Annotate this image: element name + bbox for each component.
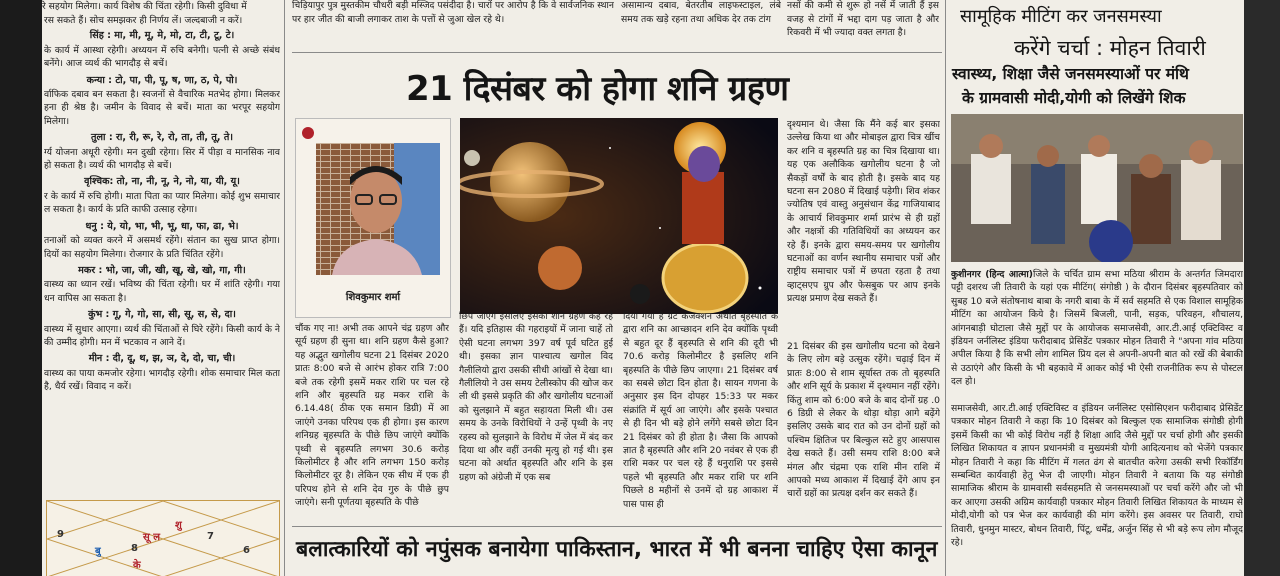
main-story-col4-upper: दृश्यमान थे। जैसा कि मैंने कई बार इसका उल्लेख किया था और मोबाइल द्वारा चित्र खींच कर शनि व बृहस्पति ग्रह का चित्र दिखाया था। यह एक अलौकिक खगोलीय घटना है जो सैकड़ों वर्षों के बाद होती है। इसके बाद यह घटना सन 2080 में दिखाई पड़ेगी। शिव शंकर ज्योतिष एवं वास्तु अनुसंधान केंद्र गाजियाबाद के आचार्य शिवकुमार शर्मा प्रारंभ से ही ग्रहों और नक्षत्रों की गतिविधियों का अध्ययन कर रहे हैं। इनके द्वारा समय-समय पर खगोलीय घटनाओं का वर्णन स्थानीय समाचार पत्रों और राष्ट्रीय समाचार पत्रों में छपता रहता है तथा व्हाट्सएप ग्रुप और फेसबुक पर आप इनके प्रत्यक्ष प्रमाण देख सकते हैं। bbox=[787, 119, 940, 305]
rashi-block bbox=[44, 352, 280, 393]
rashi-block bbox=[44, 264, 280, 305]
kundli-chart bbox=[46, 500, 280, 576]
rashi-text: र्ग्य योजना अधूरी रहेगी। मन दुखी रहेगा। सिर में पीड़ा व मानसिक नाव हो सकता है। व्यर्थ की भागदौड़ से बचें। bbox=[44, 146, 280, 172]
right-story-dateline: कुशीनगर (हिन्द आत्मा) bbox=[951, 269, 1033, 280]
top-strip-col4: नसों की कमी से शुरू हो नसें में जाती हैं इस वजह से टांगों में भद्दा दाग पड़ जाता है और रिकवरी में भी ज्यादा वक्त लगता है। bbox=[787, 0, 939, 39]
villagers-meeting bbox=[951, 114, 1243, 262]
right-screen-edge bbox=[1244, 0, 1280, 576]
meeting-photo bbox=[951, 114, 1243, 262]
newspaper-page bbox=[42, 0, 1244, 576]
top-strip-col2: चिड़ियापुर पुत्र मुस्तकीम चौधरी बड़ी मस्जिद पसंदीदा है। चारों पर आरोप है कि वे सार्वजनिक स्थान पर हार जीत की बाजी लगाकर ताश के पत्तों से जुआ खेल रहे थे। bbox=[292, 0, 614, 25]
kundli-number: 6 bbox=[243, 545, 250, 556]
section-rule bbox=[292, 52, 942, 53]
right-story-subhead: के ग्रामवासी मोदी,योगी को लिखेंगे शिक bbox=[962, 89, 1186, 107]
rashifal-column bbox=[44, 14, 280, 494]
rashi-text: तनाओं को व्यक्त करने में असमर्थ रहेंगे। संतान का सुख प्राप्त होगा। दियों का सहयोग मिलेगा। रोजगार के प्रति चिंतित रहेंगे। bbox=[44, 235, 280, 260]
right-story-para2: समाजसेवी, आर.टी.आई एक्टिविस्ट व इंडियन जर्नलिस्ट एसोसिएशन फरीदाबाद प्रेसिडेंट पत्रकार मोहन तिवारी ने कहा कि 10 दिसंबर को बिल्कुल एक सामाजिक संगोष्ठी होगी इसमें किसी का भी कोई विरोध नहीं है शिक्षा आदि जैसे मुद्दों पर चर्चा होगी और इसकी लिखित शिकायत व ज्ञापन प्रधानमंत्री व मुख्यमंत्री योगी आदित्यनाथ को भेजेंगे पत्रकार मोहन तिवारी ने कहा कि मीटिंग में गलत ढंग से बातचीत करेगा उसकी सभी रिकॉर्डिंग सम्बन्धित कार्यवाही हेतु भेज दी जाएगी। मोहन तिवारी ने बताया कि यह संगोष्ठी सामाजिक श्रीराम के ग्रामवासी सर्वसहमति से जनसमस्याओं पर चर्चा करेंगे और जो भी कर आएगा उसकी अग्रिम कार्यवाही पत्रकार मोहन तिवारी लिखित शिकायत के माध्यम से मोदी,योगी को पत्र भेज कर कार्यवाही की मांग करेंगे। इस अवसर पर तिवारी, राघो तिवारी, धुनमुन मास्टर, बोधन तिवारी, पिंटू, धर्मेंद्र, अर्जुन सिंह से भी बड़े रूप लोग मौजूद रहे। bbox=[951, 403, 1243, 549]
column-rule bbox=[284, 0, 285, 576]
kundli-planet: सू ल bbox=[143, 532, 161, 543]
kundli-lines bbox=[47, 501, 279, 576]
rashi-name: कन्या : टो, पा, पी, पू, ष, णा, ठ, पे, पो। bbox=[86, 74, 238, 86]
rashi-name: मकर : भो, जा, जी, खी, खू, खे, खो, गा, गी। bbox=[78, 264, 246, 276]
main-story-col4-lower: 21 दिसंबर की इस खगोलीय घटना को देखने के लिए लोग बड़े उत्सुक रहेंगे। चढ़ाई दिन में प्रातः 8:00 से शाम सूर्यास्त तक तो बृहस्पति और शनि सूर्य के प्रकाश में दृश्यमान नहीं रहेंगे। किंतु शाम को 6:00 बजे के बाद दोनों ग्रह .0 6 डिग्री से लेकर के थोड़ा थोड़ा आगे बढ़ेंगे इसलिए उसके बाद रात को उन दोनों ग्रहों को पश्चिम क्षितिज पर बिल्कुल सटे हुए आसपास देख सकते हैं। उसी समय राशि 8:00 बजे मंगल और चंद्रमा एक राशि मीन राशि में आपको मध्य आकाश में दिखाई देंगे आप इन चारों ग्रहों का प्रत्यक्ष दर्शन कर सकते हैं। bbox=[787, 341, 940, 500]
rashi-name: तुला : रा, री, रू, रे, रो, ता, ती, तू, ते। bbox=[91, 132, 233, 144]
right-story-kicker: सामूहिक मीटिंग कर जनसमस्या bbox=[960, 6, 1162, 27]
author-portrait bbox=[316, 143, 440, 275]
main-story-col3: दिया गया है ग्रेट कंजक्शन अर्थात बृहस्पति के द्वारा शनि का आच्छादन शनि देव क्योंकि पृथ्वी से बहुत दूर हैं बृहस्पति से शनि की दूरी भी 70.6 करोड़ किलोमीटर है इसलिए शनि बृहस्पति के पीछे छिप जाएगा। 21 दिसंबर वर्ष का सबसे छोटा दिन होता है। सायन गणना के अनुसार इस दिन दोपहर 15:33 पर मकर संक्रांति में सूर्य आ जाएंगे। और इसके पश्चात से ही दिन भी बड़े होने लगेंगे सबसे छोटा दिन 21 दिसंबर को ही होता है। जैसा कि आपको ज्ञात है बृहस्पति और शनि 20 नवंबर से एक ही राशि मकर पर चल रहे हैं धनुराशि पर इससे पहले भी बृहस्पति और मकर राशि पर शनि पिछले 8 महीनों से उनमें दो ग्रह आकाश में पास पास ही bbox=[623, 311, 778, 510]
right-story-headline: करेंगे चर्चा : मोहन तिवारी bbox=[1014, 36, 1206, 60]
kundli-planet: शु bbox=[175, 520, 182, 531]
red-dot-icon bbox=[302, 127, 314, 139]
author-caption: शिवकुमार शर्मा bbox=[345, 292, 401, 303]
kundli-number: 7 bbox=[207, 531, 214, 542]
rashi-text: र के कार्य में रुचि होगी। माता पिता का प्यार मिलेगा। कोई शुभ समाचार ल सकता है। कार्य के प्रति काफी उत्साह रहेगा। bbox=[44, 190, 280, 216]
kundli-number: 9 bbox=[57, 529, 64, 540]
rashi-text: वास्थ्य का पाया कमजोर रहेगा। भागदौड़ रहेगी। शोक समाचार मिल कता है, धैर्य रखें। विवाद न करें। bbox=[44, 367, 280, 393]
rashifal-intro: रस सकते हैं। सोच समझकर ही निर्णय लें। जल्दबाजी न करें। bbox=[44, 15, 243, 26]
space-scene bbox=[460, 118, 778, 314]
rashi-name: कुंभ : गू, गे, गो, सा, सी, सू, स, से, दा। bbox=[88, 309, 236, 321]
rashi-block bbox=[44, 74, 280, 129]
bottom-rule bbox=[292, 526, 942, 527]
rashi-block bbox=[44, 29, 280, 70]
rashi-text: वास्थ्य का ध्यान रखें। भविष्य की चिंता रहेगी। घर में शांति रहेगी। गया धन वापिस आ सकता है। bbox=[44, 279, 280, 304]
rashi-name: सिंह : मा, मी, मू, मे, मो, टा, टी, टू, टे। bbox=[89, 30, 235, 42]
bottom-headline: बलात्कारियों को नपुंसक बनायेगा पाकिस्तान, भारत में भी बनना चाहिए ऐसा कानून bbox=[296, 537, 938, 562]
kundli-number: 8 bbox=[131, 543, 138, 554]
saturn-illustration bbox=[460, 118, 778, 314]
main-headline: 21 दिसंबर को होगा शनि ग्रहण bbox=[406, 69, 789, 109]
rashi-name: मीन : दी, दू, थ, झ, ञ, दे, दो, चा, ची। bbox=[88, 353, 236, 365]
rashi-block bbox=[44, 175, 280, 216]
rashi-text: वास्थ्य में सुधार आएगा। व्यर्थ की चिंताओं से घिरे रहेंगे। किसी कार्य के ने की उम्मीद होगी। मन में भटकाव न आने दें। bbox=[44, 323, 280, 348]
right-story-para1 bbox=[951, 268, 1243, 400]
rashi-block bbox=[44, 220, 280, 261]
kundli-planet: बु bbox=[95, 546, 101, 557]
rashi-name: धनु : ये, यो, भा, भी, भू, धा, फा, ढा, भे। bbox=[85, 220, 239, 232]
top-strip-col1: रे सहयोग मिलेगा। कार्य विशेष की चिंता रहेगी। किसी दुविधा में bbox=[42, 1, 247, 12]
main-story-col2: छिप जाएंगे इसलिए इसको शनि ग्रहण कह रहे हैं। यदि इतिहास की गहराइयों में जाना चाहें तो ऐसी घटना लगभग 397 वर्ष पूर्व घटित हुई थी। इसका ज्ञान पाश्चात्य खगोल विद गैलीलियो द्वारा उसकी सीधी आंखों से देखा था। गैलीलियो ने उस समय टेलीस्कोप की खोज कर ली थी इससे प्रकृति की और खगोलीय घटनाओं को सुलझाने में बहुत सहायता मिली थी। उस समय के उनके विरोधियों ने उन्हें पृथ्वी के नए रहस्य को सुलझाने के विरोध में जेल में बंद कर दिया था और वहीं उनकी मृत्यु हो गई थी। इस घटना को अर्थात बृहस्पति और शनि के इस ग्रहण को अंग्रेजी में एक सब bbox=[459, 311, 613, 483]
kundli-planet: के bbox=[133, 560, 141, 571]
rashi-block bbox=[44, 308, 280, 349]
column-rule bbox=[945, 0, 946, 576]
top-strip-col3: असामान्य दबाव, बेतरतीब लाइफस्टाइल, लंबे समय तक खड़े रहना तथा अधिक देर तक टांग bbox=[621, 0, 781, 25]
rashi-text: के कार्य में आस्था रहेगी। अध्ययन में रुचि बनेगी। पत्नी से अच्छे संबंध बनेंगे। आज व्यर्थ की भागदौड़ से बचें। bbox=[44, 44, 280, 70]
rashi-name: वृश्चिक: तो, ना, नी, नू, ने, नो, या, यी, यू। bbox=[84, 176, 240, 188]
author-photo bbox=[295, 118, 451, 318]
right-story-subhead: स्वास्थ्य, शिक्षा जैसे जनसमस्याओं पर मंथि bbox=[952, 65, 1189, 83]
left-screen-edge bbox=[0, 0, 42, 576]
right-story-body: जिले के चर्चित ग्राम सभा मठिया श्रीराम के अन्तर्गत जिमदारा पट्टी दशरथ जी तिवारी के यहां एक मीटिंग( संगोष्ठी ) के दौरान दिसंबर बृहस्पतिवार को सुबह 10 बजे संतोषनाथ बाबा के नगरी बाबा के में सर्व सहमति से एक विशाल सामूहिक मीटिंग का आयोजन किये है। जिसमें बिजली, पानी, सड़क, परिवहन, शौचालय, आंगनबाड़ी घोटाला जैसे मुद्दों पर के आयोजक समाजसेवी, आर.टी.आई एक्टिविस्ट व इंडियन जर्नलिस्ट इंडिया फरीदाबाद प्रेसिडेंट पत्रकार मोहन तिवारी ने "अपना गांव मठिया अपील किया है कि सभी लोग शामिल प्रिय दल से अपनी-अपनी बात को रखें की बेबाकी से उठाएंगे और किसी के भी बहकावे में आकर कोई भी ऐसी राजनीतिक रूप से पोस्टल दल हो। bbox=[951, 269, 1243, 388]
rashi-block bbox=[44, 131, 280, 172]
rashi-text: र्वाफिक दबाव बन सकता है। स्वजनों से वैचारिक मतभेद होगा। मिलकर हना ही श्रेष्ठ है। जमीन के विवाद से बचें। माता का भरपूर सहयोग मिलेगा। bbox=[44, 89, 280, 127]
main-story-col1: चौंक गए ना! अभी तक आपने चंद्र ग्रहण और सूर्य ग्रहण ही सुना था। शनि ग्रहण कैसे हुआ? यह अद्भुत खगोलीय घटना 21 दिसंबर 2020 प्रातः 8:00 बजे से आरंभ होकर रात्रि 7:00 बजे तक रहेगी इसमें मकर राशि पर चल रहे शनि और बृहस्पति ग्रह मकर राशि के 6.14.48( ठीक एक समान डिग्री) में आ जाएंगे उनका परिपथ एक ही होगा। इस कारण शनिग्रह बृहस्पति के पीछे छिप जाएंगे क्योंकि पृथ्वी से बृहस्पति लगभग 30.6 करोड़ किलोमीटर है और शनि लगभग 150 करोड़ किलोमीटर दूर है। लेकिन एक सीध में एक ही परिपथ होने से शनि देव गुरु के पीछे छुप जाएंगे। सनी पूर्णतया बृहस्पति के पीछे bbox=[295, 323, 449, 509]
